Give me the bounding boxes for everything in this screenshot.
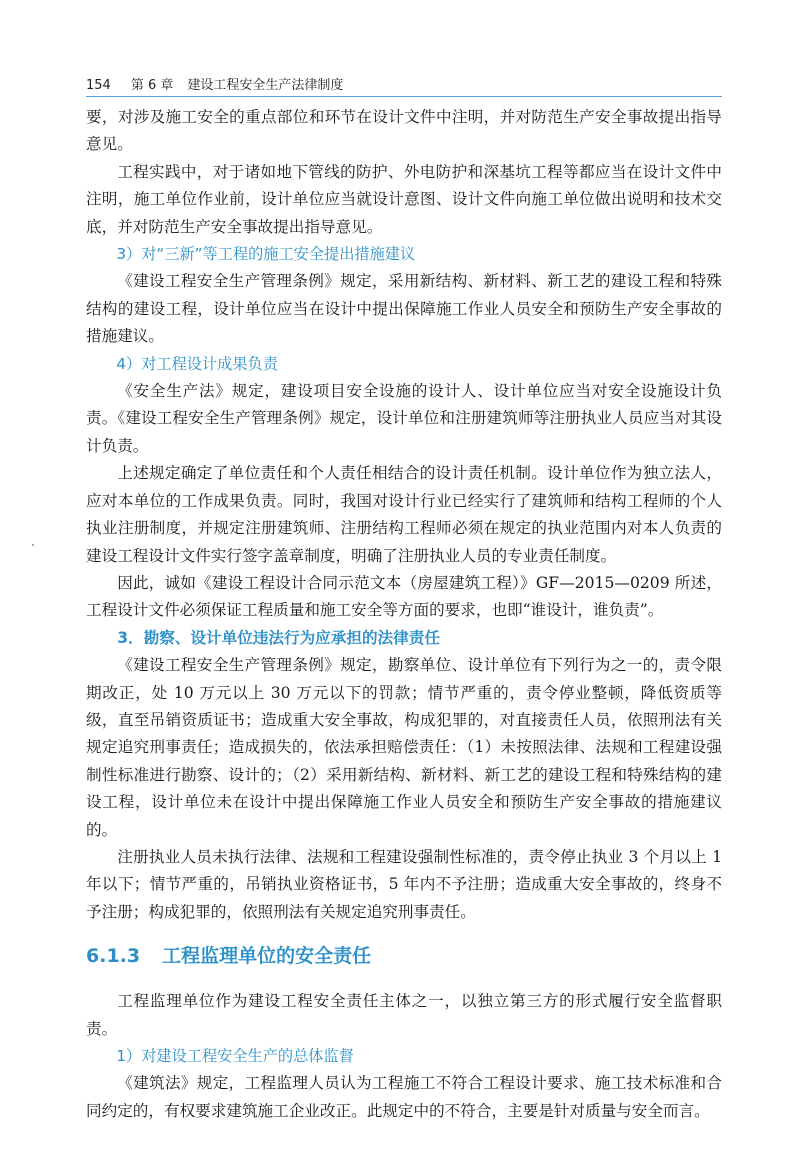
paragraph: 注册执业人员未执行法律、法规和工程建设强制性标准的，责令停止执业 3 个月以上 1 年以下；情节严重的，吊销执业资格证书，5 年内不予注册；造成重大安全事故的，终身不予注册；构成犯罪的，依照刑法有关规定追究刑事责任。 [86, 847, 722, 921]
section-number: 6.1.3 [86, 945, 141, 968]
page-number: 154 [86, 78, 111, 93]
paragraph: 《建设工程安全生产管理条例》规定，勘察单位、设计单位有下列行为之一的，责令限期改正，处 10 万元以上 30 万元以下的罚款；情节严重的，责令停业整顿，降低资质等级，直至吊销资质证书；造成重大安全事故，构成犯罪的，对直接责任人员，依照刑法有关规定追究刑事责任；造成损失的，依法承担赔偿责任：（1）未按照法律、法规和工程建设强制性标准进行勘察、设计的；（2）采用新结构、新材料、新工艺的建设工程和特殊结构的建设工程，设计单位未在设计中提出保障施工作业人员安全和预防生产安全事故的措施建议的。 [86, 656, 722, 839]
page-body [86, 104, 722, 1125]
paragraph: 工程监理单位作为建设工程安全责任主体之一，以独立第三方的形式履行安全监督职责。 [86, 992, 722, 1038]
subheading: 3）对“三新”等工程的施工安全提出措施建议 [116, 245, 416, 264]
paragraph: 要，对涉及施工安全的重点部位和环节在设计文件中注明，并对防范生产安全事故提出指导意见。 [86, 108, 722, 154]
paragraph: 上述规定确定了单位责任和个人责任相结合的设计责任机制。设计单位作为独立法人，应对本单位的工作成果负责。同时，我国对设计行业已经实行了建筑师和结构工程师的个人执业注册制度，并规定注册建筑师、注册结构工程师必须在规定的执业范围内对本人负责的建设工程设计文件实行签字盖章制度，明确了注册执业人员的专业责任制度。 [86, 464, 722, 565]
chapter-title: 建设工程安全生产法律制度 [187, 78, 344, 93]
paragraph: 《建设工程安全生产管理条例》规定，采用新结构、新材料、新工艺的建设工程和特殊结构的建设工程，设计单位应当在设计中提出保障施工作业人员安全和预防生产安全事故的措施建议。 [86, 272, 722, 346]
paragraph: 因此，诚如《建设工程设计合同示范文本（房屋建筑工程）》GF—2015—0209 所述，工程设计文件必须保证工程质量和施工安全等方面的要求，也即“谁设计，谁负责”。 [86, 573, 722, 620]
margin-mark [32, 544, 34, 546]
paragraph: 《安全生产法》规定，建设项目安全设施的设计人、设计单位应当对安全设施设计负责。《建设工程安全生产管理条例》规定，设计单位和注册建筑师等注册执业人员应当对其设计负责。 [86, 382, 722, 455]
header-rule [86, 96, 722, 97]
subheading: 1）对建设工程安全生产的总体监督 [116, 1047, 354, 1065]
section-title-text: 工程监理单位的安全责任 [162, 945, 372, 968]
page-header [86, 74, 722, 96]
chapter-label: 第 6 章 [130, 78, 174, 93]
paragraph: 工程实践中，对于诸如地下管线的防护、外电防护和深基坑工程等都应当在设计文件中注明，施工单位作业前，设计单位应当就设计意图、设计文件向施工单位做出说明和技术交底，并对防范生产安全事故提出指导意见。 [86, 162, 722, 236]
subheading: 4）对工程设计成果负责 [116, 354, 278, 373]
section-heading: 3．勘察、设计单位违法行为应承担的法律责任 [117, 628, 440, 647]
paragraph: 《建筑法》规定，工程监理人员认为工程施工不符合工程设计要求、施工技术标准和合同约定的，有权要求建筑施工企业改正。此规定中的不符合，主要是针对质量与安全而言。 [86, 1074, 722, 1120]
section-title [86, 942, 722, 970]
